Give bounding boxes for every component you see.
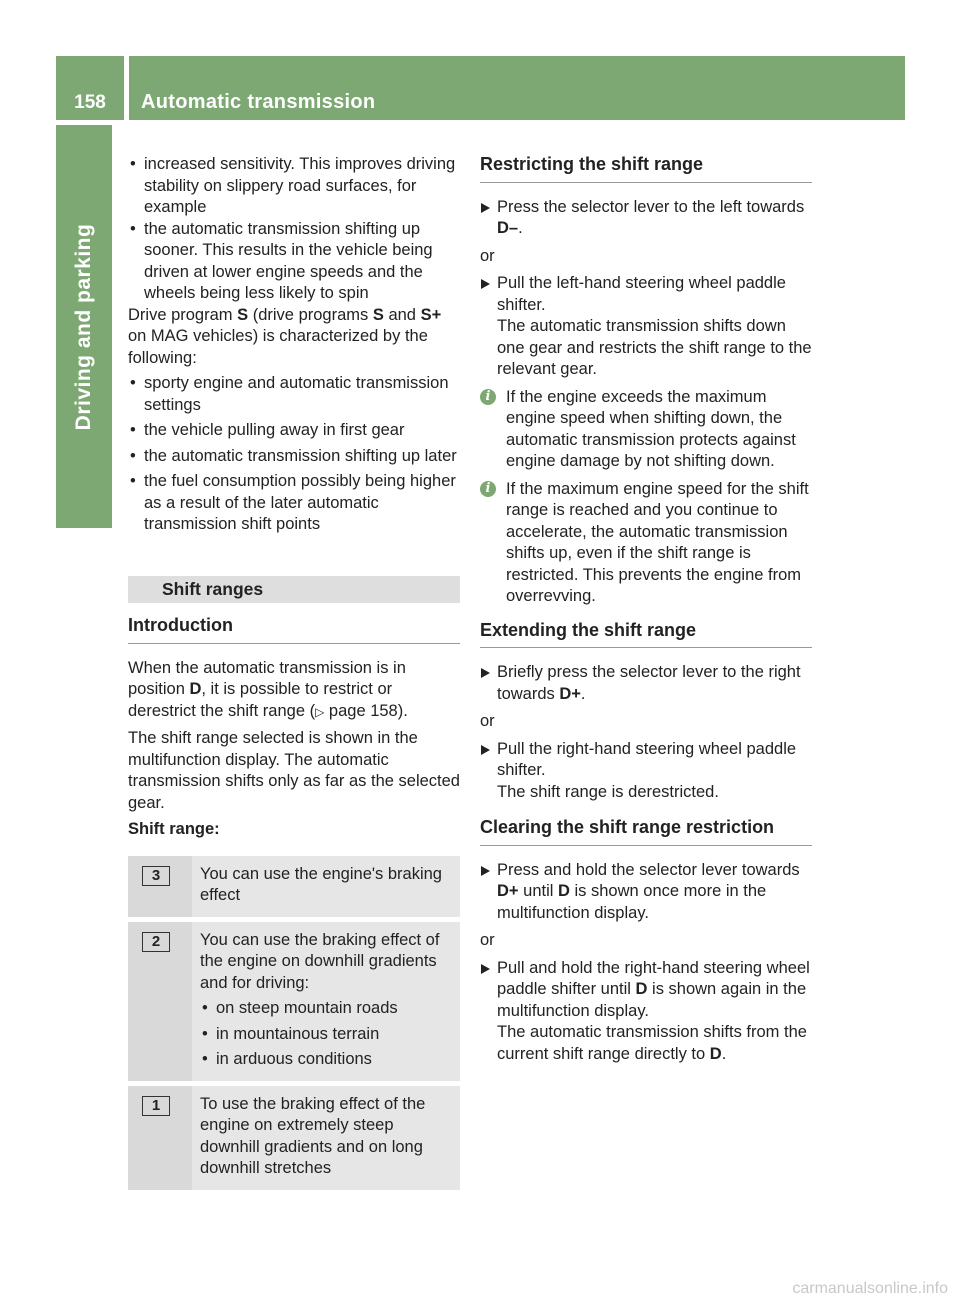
page-title: Automatic transmission: [141, 91, 376, 113]
range-description: You can use the braking effect of the engine on downhill gradients and for driving:: [200, 930, 440, 992]
step-item: Pull the right-hand steering wheel paddle shifter.: [480, 739, 812, 782]
list-item: • in arduous conditions: [200, 1049, 456, 1071]
or-text: or: [480, 712, 495, 730]
list-item: • the automatic transmission shifting up later: [128, 446, 460, 468]
info-note: i If the engine exceeds the maximum engine speed when shifting down, the automatic transmission protects against engine damage by not shifting down.: [480, 387, 812, 473]
watermark: carmanualsonline.info: [792, 1280, 948, 1297]
list-item: • the fuel consumption possibly being higher as a result of the later automatic transmission shift points: [128, 471, 460, 536]
list-item: • on steep mountain roads: [200, 998, 456, 1020]
step-item: Pull the left-hand steering wheel paddle shifter.: [480, 273, 812, 316]
shift-range-table: [128, 851, 460, 1195]
gear-1-key-icon: 1: [142, 1096, 170, 1116]
restricting-heading: Restricting the shift range: [480, 154, 812, 183]
table-row: [128, 856, 460, 917]
step-result: The automatic transmission shifts from the current shift range directly to D.: [497, 1023, 807, 1063]
or-text: or: [480, 931, 495, 949]
step-item: Pull and hold the right-hand steering wheel paddle shifter until D is shown again in the multifunction display.: [480, 958, 812, 1023]
clearing-heading: Clearing the shift range restriction: [480, 817, 812, 846]
page-ref-arrow-icon: ▷: [315, 704, 325, 719]
info-icon: i: [480, 481, 496, 497]
table-row: [128, 1086, 460, 1190]
step-result: The automatic transmission shifts down one gear and restricts the shift range to the relevant gear.: [497, 317, 812, 378]
extending-heading: Extending the shift range: [480, 620, 812, 649]
list-item: • in mountainous terrain: [200, 1024, 456, 1046]
list-item: • the automatic transmission shifting up sooner. This results in the vehicle being driven at lower engine speeds and the wheels being less likely to spin: [128, 219, 460, 305]
page-number: 158: [74, 92, 106, 113]
step-result: The shift range is derestricted.: [497, 782, 719, 801]
intro-paragraph-2: The shift range selected is shown in the multifunction display. The automatic transmission shifts only as far as the selected gear.: [128, 729, 460, 812]
page-number-box: [56, 56, 124, 120]
list-item: • sporty engine and automatic transmission settings: [128, 373, 460, 416]
header-bar: [129, 56, 905, 120]
info-note: i If the maximum engine speed for the shift range is reached and you continue to accelerate, the automatic transmission shifts up, even if the shift range is restricted. This prevents the engine from overrevving.: [480, 479, 812, 608]
intro-paragraph-1: When the automatic transmission is in position D, it is possible to restrict or derestrict the shift range (▷ page 158).: [128, 658, 408, 720]
or-text: or: [480, 246, 495, 265]
table-row: [128, 922, 460, 1081]
list-item: • the vehicle pulling away in first gear: [128, 420, 460, 442]
left-column: [128, 154, 460, 1195]
gear-2-key-icon: 2: [142, 932, 170, 952]
introduction-heading: Introduction: [128, 615, 460, 644]
range-description: You can use the engine's braking effect: [200, 864, 442, 904]
side-tab: [56, 125, 112, 528]
section-title: Shift ranges: [128, 576, 460, 604]
right-column: [480, 154, 812, 1065]
shift-range-label: Shift range:: [128, 820, 220, 838]
info-icon: i: [480, 389, 496, 405]
step-item: Press the selector lever to the left towards D–.: [480, 197, 812, 240]
side-tab-label: Driving and parking: [72, 223, 95, 430]
gear-3-key-icon: 3: [142, 866, 170, 886]
range-description: To use the braking effect of the engine on extremely steep downhill gradients and on long downhill stretches: [200, 1094, 426, 1177]
list-item: • increased sensitivity. This improves driving stability on slippery road surfaces, for example: [128, 154, 460, 219]
step-item: Briefly press the selector lever to the right towards D+.: [480, 662, 812, 705]
drive-program-paragraph: Drive program S (drive programs S and S+ on MAG vehicles) is characterized by the following:: [128, 305, 442, 367]
step-item: Press and hold the selector lever towards D+ until D is shown once more in the multifunction display.: [480, 860, 812, 925]
